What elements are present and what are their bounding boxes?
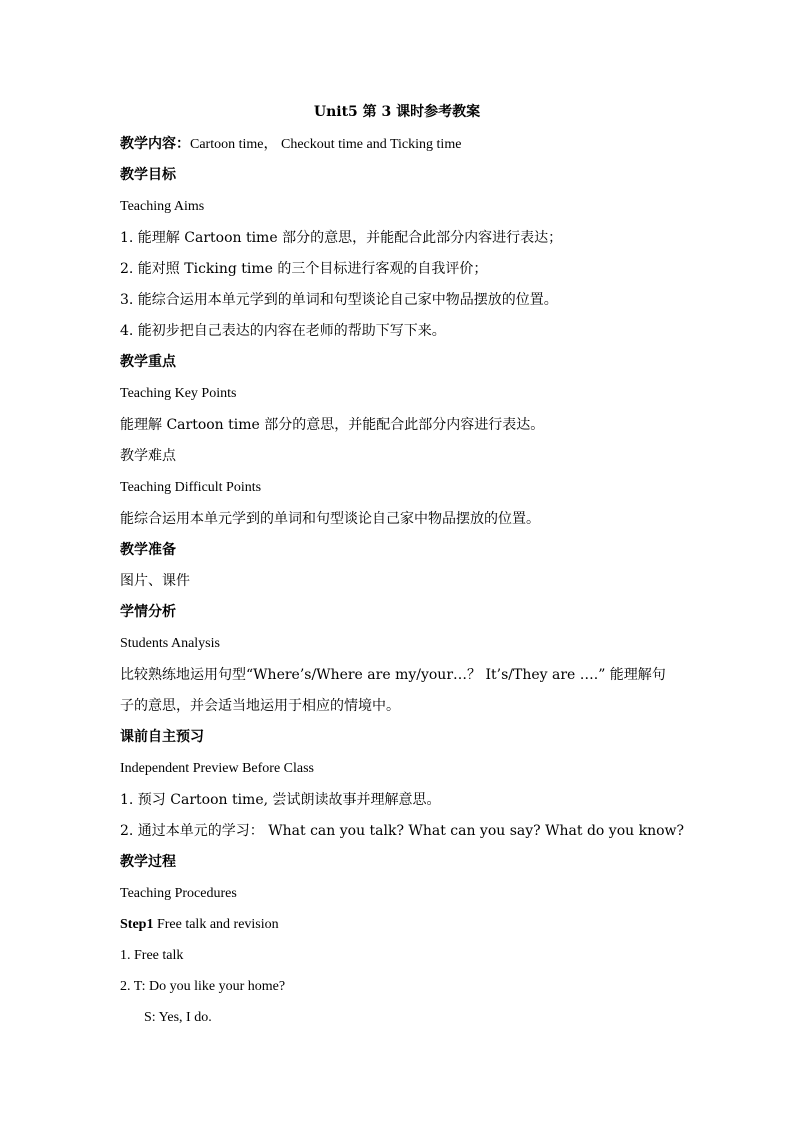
aims-heading: 教学目标 <box>120 167 176 183</box>
student-answer: S: Yes, I do. <box>144 1010 212 1025</box>
process-english-heading: Teaching Procedures <box>120 886 237 901</box>
aims-english-heading: Teaching Aims <box>120 199 205 214</box>
teaching-content-line <box>120 133 690 156</box>
key-points-heading: 教学重点 <box>120 354 176 370</box>
aim-item-4: 4. 能初步把自己表达的内容在老师的帮助下写下来。 <box>120 323 446 339</box>
step1-label: Step1 <box>120 917 154 932</box>
analysis-text-line-1: 比较熟练地运用句型“Where’s/Where are my/your…？ It’s/They are ….” 能理解句 <box>120 667 666 683</box>
teaching-content-text: Cartoon time， Checkout time and Ticking time <box>190 137 462 152</box>
step-item-1: 1. Free talk <box>120 948 184 963</box>
lesson-title: Unit5 第 3 课时参考教案 <box>313 104 481 120</box>
analysis-text-line-2: 子的意思，并会适当地运用于相应的情境中。 <box>120 698 400 714</box>
preparation-heading: 教学准备 <box>120 542 176 558</box>
process-heading: 教学过程 <box>120 854 176 870</box>
aim-item-1: 1. 能理解 Cartoon time 部分的意思，并能配合此部分内容进行表达； <box>120 230 563 246</box>
preview-item-1: 1. 预习 Cartoon time, 尝试朗读故事并理解意思。 <box>120 792 441 808</box>
difficult-points-text: 能综合运用本单元学到的单词和句型谈论自己家中物品摆放的位置。 <box>120 511 540 527</box>
preview-item-2: 2. 通过本单元的学习： What can you talk? What can you say? What do you know? <box>120 823 685 839</box>
aim-item-2: 2. 能对照 Ticking time 的三个目标进行客观的自我评价； <box>120 261 488 277</box>
step1-line <box>120 914 690 936</box>
preview-heading: 课前自主预习 <box>120 729 204 745</box>
difficult-points-english-heading: Teaching Difficult Points <box>120 480 262 495</box>
preview-english-heading: Independent Preview Before Class <box>120 761 314 776</box>
aim-item-3: 3. 能综合运用本单元学到的单词和句型谈论自己家中物品摆放的位置。 <box>120 292 558 308</box>
preparation-text: 图片、课件 <box>120 573 190 589</box>
key-points-english-heading: Teaching Key Points <box>120 386 237 401</box>
teaching-content-label: 教学内容： <box>120 136 190 152</box>
analysis-heading: 学情分析 <box>120 604 176 620</box>
difficult-points-heading: 教学难点 <box>120 448 176 464</box>
key-points-text: 能理解 Cartoon time 部分的意思，并能配合此部分内容进行表达。 <box>120 417 545 433</box>
step-item-2: 2. T: Do you like your home? <box>120 979 286 994</box>
step1-text: Free talk and revision <box>153 917 279 932</box>
analysis-english-heading: Students Analysis <box>120 636 220 651</box>
